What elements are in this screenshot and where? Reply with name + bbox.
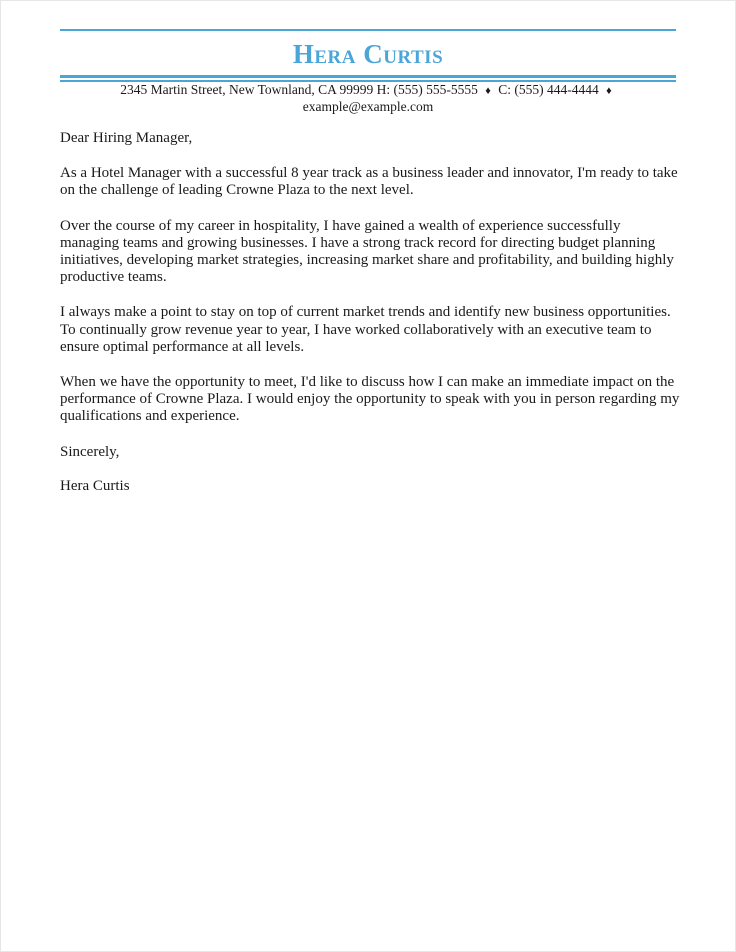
separator-diamond: ♦: [485, 85, 491, 97]
header-top-rule: [60, 29, 676, 31]
address-phone: 2345 Martin Street, New Townland, CA 99999 H: (555) 555-5555: [120, 82, 478, 97]
paragraph-intro: As a Hotel Manager with a successful 8 year track as a business leader and innovator, I'm ready to take on the challenge of leading Crowne Plaza to the next level.: [60, 165, 678, 199]
letter-body: [60, 130, 680, 495]
paragraph-trends: I always make a point to stay on top of current market trends and identify new business opportunities. To continually grow revenue year to year, I have worked collaboratively with an executive team to ensure optimal performance at all levels.: [60, 304, 671, 355]
closing: Sincerely,: [60, 443, 120, 460]
separator-diamond: ♦: [606, 85, 612, 97]
email-address: example@example.com: [302, 99, 434, 114]
paragraph-closing: When we have the opportunity to meet, I'd like to discuss how I can make an immediate impact on the performance of Crowne Plaza. I would enjoy the opportunity to speak with you in person regarding my qualifications and experience.: [60, 374, 680, 425]
header-rule-thick: [60, 75, 676, 78]
paragraph-experience: Over the course of my career in hospitality, I have gained a wealth of experience successfully managing teams and growing businesses. I have a strong track record for directing budget planning initiatives, developing market strategies, increasing market share and profitability, and building highly productive teams.: [60, 217, 674, 286]
sender-name: Hera Curtis: [292, 39, 444, 69]
cell-phone: C: (555) 444-4444: [498, 82, 599, 97]
contact-info: [60, 82, 676, 115]
greeting: Dear Hiring Manager,: [60, 130, 193, 146]
letterhead: [60, 29, 676, 82]
signature: Hera Curtis: [60, 477, 130, 494]
